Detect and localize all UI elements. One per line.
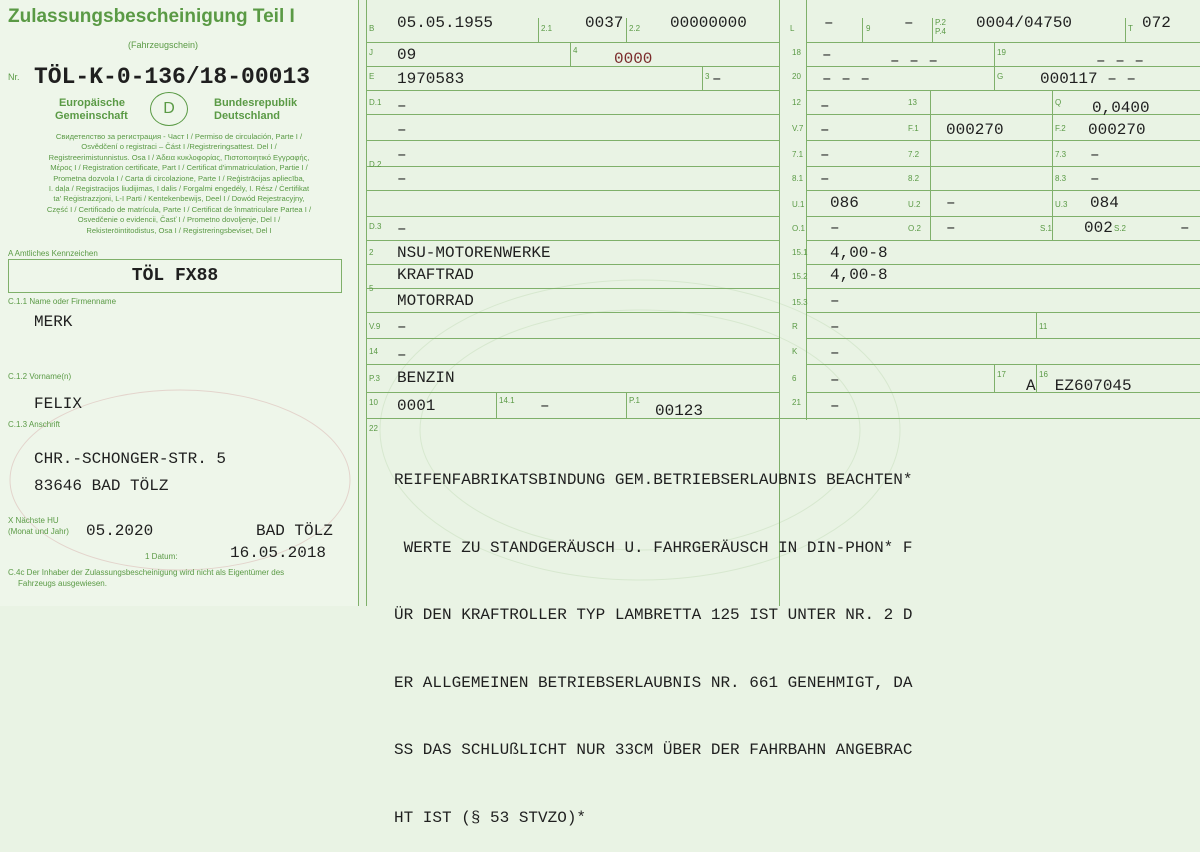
eu-line-2: Gemeinschaft <box>55 110 128 122</box>
rule <box>366 338 779 339</box>
code-s1: S.1 <box>1040 224 1053 233</box>
hu-sublabel: (Monat und Jahr) <box>8 527 69 536</box>
code-22: 22 <box>369 424 378 433</box>
color: – <box>830 318 840 336</box>
divider <box>496 392 497 418</box>
emission-code: 0001 <box>397 397 436 415</box>
check-digit: – <box>712 70 722 88</box>
divider <box>626 392 627 418</box>
code-u3: U.3 <box>1055 200 1068 209</box>
code-21: 21 <box>792 398 801 407</box>
code-o1: O.1 <box>792 224 805 233</box>
br-line-2: Deutschland <box>214 110 281 122</box>
rule <box>366 140 779 141</box>
multilang-line: ta' Reġistrazzjoni, L-I Parti / Kentekenbewijs, Deel I / Dowód Rejestracyjny, <box>53 194 305 204</box>
rule <box>366 264 779 265</box>
country-code: D <box>163 100 175 117</box>
approval-number: A EZ607045 <box>1026 377 1132 395</box>
tire-axle-3: – <box>830 292 840 310</box>
type-approval: – <box>830 344 840 362</box>
rule <box>366 288 779 289</box>
c4c-note-1: C.4c Der Inhaber der Zulassungsbescheinigung wird nicht als Eigentümer des <box>8 568 285 577</box>
code-u1: U.1 <box>792 200 805 209</box>
left-divider <box>358 0 359 606</box>
remarks-line: WERTE ZU STANDGERÄUSCH U. FAHRGERÄUSCH IN DIN-PHON* F <box>394 538 913 557</box>
remarks-line: HT IST (§ 53 STVZO)* <box>394 808 587 827</box>
tank-volume: – <box>820 97 830 115</box>
rule <box>366 90 779 91</box>
axle-permit-1: – <box>820 170 830 188</box>
rule <box>806 216 1200 217</box>
noise-rpm: – <box>946 194 956 212</box>
length: – <box>822 46 832 64</box>
document-number: TÖL-K-0-136/18-00013 <box>34 64 311 90</box>
vin: 1970583 <box>397 70 465 88</box>
multilang-line: Registreerimistunnistus. Osa I / Άδεια κυκλοφορίας, Πιστοποιητικό Εγγραφής, <box>48 152 310 162</box>
code-8-1: 8.1 <box>792 174 804 183</box>
c4c-note-2: Fahrzeugs ausgewiesen. <box>18 579 107 588</box>
code-9: 9 <box>866 24 871 33</box>
c11-label: C.1.1 Name oder Firmenname <box>8 297 117 306</box>
height: – – – <box>822 70 871 88</box>
type-key: 00000000 <box>670 14 747 32</box>
code-7-3: 7.3 <box>1055 150 1067 159</box>
code-20: 20 <box>792 72 801 81</box>
multilang-line: Część I / Certificado de matrícula, Parte I / Certificat de înmatriculare Partea I / <box>46 204 312 214</box>
code-f1: F.1 <box>908 124 919 133</box>
axle-load-1: – <box>820 146 830 164</box>
code-v9: V.9 <box>369 322 381 331</box>
rule <box>806 140 1200 141</box>
fuel-type: BENZIN <box>397 369 455 387</box>
right-left-border <box>806 0 807 420</box>
code-o2: O.2 <box>908 224 921 233</box>
holder-name: MERK <box>34 313 73 331</box>
drive-axles: – <box>904 14 914 32</box>
plate-box <box>8 259 342 293</box>
divider <box>930 90 931 240</box>
code-18: 18 <box>792 48 801 57</box>
commercial-name: – <box>397 220 407 238</box>
code-10: 10 <box>369 398 378 407</box>
code-s2: S.2 <box>1114 224 1127 233</box>
code-d1: D.1 <box>369 98 382 107</box>
code-q: Q <box>1055 98 1062 107</box>
rule <box>806 42 1200 43</box>
c13-label: C.1.3 Anschrift <box>8 420 61 429</box>
multilang-block <box>0 132 358 236</box>
divider <box>1036 312 1037 338</box>
code-l: L <box>790 24 795 33</box>
rule <box>806 264 1200 265</box>
code-14: 14 <box>369 347 378 356</box>
code-p4: P.4 <box>935 27 946 36</box>
divider <box>1052 90 1053 240</box>
emission-key: – <box>397 346 407 364</box>
code-15-2: 15.2 <box>792 272 808 281</box>
trailer-braked: – <box>830 219 840 237</box>
power-rpm: 0004/04750 <box>976 14 1073 32</box>
divider <box>702 66 703 90</box>
code-15-3: 15.3 <box>792 298 808 307</box>
code-f2: F.2 <box>1055 124 1066 133</box>
code-2-1: 2.1 <box>541 24 553 33</box>
divider <box>538 18 539 42</box>
rule <box>366 216 779 217</box>
brand-2: – <box>397 121 407 139</box>
code-p2: P.2 <box>935 18 946 27</box>
divider <box>932 18 933 42</box>
date-label: 1 Datum: <box>145 552 178 561</box>
date-k: – <box>830 371 840 389</box>
code-19: 19 <box>997 48 1006 57</box>
rule <box>366 190 779 191</box>
rule <box>366 166 779 167</box>
code-2-2: 2.2 <box>629 24 641 33</box>
rule <box>366 66 779 67</box>
divider <box>994 66 995 90</box>
multilang-line: Osvědčení o registraci – Část I /Registreringsattest. Del I / <box>81 142 277 152</box>
code-12: 12 <box>792 98 801 107</box>
divider <box>994 42 995 66</box>
length-ext: – – – <box>890 52 939 70</box>
code-17: 17 <box>997 370 1006 379</box>
divider <box>570 42 571 66</box>
document-title: Zulassungsbescheinigung Teil I <box>8 6 295 27</box>
code-13: 13 <box>908 98 917 107</box>
co2: – <box>820 121 830 139</box>
hu-label: X Nächste HU <box>8 516 59 525</box>
remarks-line: ÜR DEN KRAFTROLLER TYP LAMBRETTA 125 IST UNTER NR. 2 D <box>394 606 913 624</box>
holder-city: 83646 BAD TÖLZ <box>34 477 169 495</box>
manufacturer-key: 0037 <box>585 14 624 32</box>
code-p2-p4 <box>935 18 946 36</box>
code-d3: D.3 <box>369 222 382 231</box>
multilang-line: Prometna dozvola I / Carta di circolazione, Parte I / Reģistrācijas apliecība, <box>53 173 305 183</box>
code-p3: P.3 <box>369 374 380 383</box>
code-16: 16 <box>1039 370 1048 379</box>
code-b: B <box>369 24 375 33</box>
code-v7: V.7 <box>792 124 804 133</box>
tire-axle-1: 4,00-8 <box>830 244 888 262</box>
vehicle-category: KRAFTRAD <box>397 266 474 284</box>
code-8-2: 8.2 <box>908 174 920 183</box>
code-k: K <box>792 347 798 356</box>
code-p1: P.1 <box>629 396 640 405</box>
width: – – – <box>1096 52 1145 70</box>
nr-label: Nr. <box>8 72 20 82</box>
body-description: MOTORRAD <box>397 292 474 310</box>
axle-load-3: – <box>1090 146 1100 164</box>
trailer-unbraked: – <box>946 219 956 237</box>
holder-street: CHR.-SCHONGER-STR. 5 <box>34 450 227 468</box>
rule <box>806 364 1200 365</box>
code-8-3: 8.3 <box>1055 174 1067 183</box>
rule <box>806 240 1200 241</box>
rule <box>366 240 779 241</box>
code-15-1: 15.1 <box>792 248 808 257</box>
rule <box>806 166 1200 167</box>
rule <box>806 90 1200 91</box>
rule <box>366 42 779 43</box>
holder-firstname: FELIX <box>34 395 83 413</box>
rule <box>366 364 779 365</box>
body-type: 0000 <box>614 50 653 68</box>
code-e: E <box>369 72 375 81</box>
divider <box>994 364 995 392</box>
remarks-line: ER ALLGEMEINEN BETRIEBSERLAUBNIS NR. 661 GENEHMIGT, DA <box>394 673 913 692</box>
document-subtitle: (Fahrzeugschein) <box>128 40 199 50</box>
remarks-line: REIFENFABRIKATSBINDUNG GEM.BETRIEBSERLAUBNIS BEACHTEN* <box>394 471 913 489</box>
issue-place: BAD TÖLZ <box>256 522 333 540</box>
code-3: 3 <box>705 72 710 81</box>
br-line-1: Bundesrepublik <box>214 97 298 109</box>
code-t: T <box>1128 24 1133 33</box>
code-6: 6 <box>792 374 797 383</box>
code-2: 2 <box>369 248 374 257</box>
code-4: 4 <box>573 46 578 55</box>
rule <box>366 312 779 313</box>
next-inspection: 05.2020 <box>86 522 154 540</box>
misc-21: – <box>830 397 840 415</box>
national-emission-class: – <box>540 397 550 415</box>
displacement: 00123 <box>655 402 704 420</box>
license-plate: TÖL FX88 <box>131 266 219 286</box>
manufacturer: NSU-MOTORENWERKE <box>397 244 551 262</box>
rule <box>366 418 1200 419</box>
rule <box>806 190 1200 191</box>
max-speed: 072 <box>1142 14 1171 32</box>
eu-label <box>55 97 128 123</box>
divider <box>626 18 627 42</box>
remarks-line: SS DAS SCHLUßLICHT NUR 33CM ÜBER DER FAHRBAHN ANGEBRAC <box>394 741 913 759</box>
c12-label: C.1.2 Vorname(n) <box>8 372 72 381</box>
stationary-noise: 086 <box>830 194 859 212</box>
code-14-1: 14.1 <box>499 396 515 405</box>
issue-date: 16.05.2018 <box>230 544 327 562</box>
code-5: 5 <box>369 284 374 293</box>
vehicle-class: 09 <box>397 46 417 64</box>
code-7-1: 7.1 <box>792 150 804 159</box>
a-label: A Amtliches Kennzeichen <box>8 249 98 258</box>
rule <box>806 288 1200 289</box>
rule <box>806 392 1200 393</box>
multilang-line: Rekisteröintitodistus, Osa I / Registreringsbeviset, Del I <box>86 225 272 235</box>
rule <box>806 338 1200 339</box>
rule <box>366 114 779 115</box>
rule <box>366 392 779 393</box>
brand: – <box>397 97 407 115</box>
br-label <box>214 97 297 123</box>
code-r: R <box>792 322 798 331</box>
max-mass: 000270 <box>946 121 1004 139</box>
empty-mass: 000117 – – <box>1040 70 1137 88</box>
code-u2: U.2 <box>908 200 921 209</box>
axle-permit-3: – <box>1090 170 1100 188</box>
type-variant-2: – <box>397 170 407 188</box>
divider <box>862 18 863 42</box>
seats: 002 <box>1084 219 1113 237</box>
code-d2: D.2 <box>369 160 382 169</box>
driving-noise: 084 <box>1090 194 1119 212</box>
axles: – <box>824 14 834 32</box>
code-j: J <box>369 48 373 57</box>
tire-axle-2: 4,00-8 <box>830 266 888 284</box>
multilang-line: I. daļa / Registracijos liudijimas, I dalis / Forgalmi engedély, I. Rész / Ċertifikat <box>48 184 310 194</box>
divider <box>1125 18 1126 42</box>
emission-class: – <box>397 318 407 336</box>
code-g: G <box>997 72 1004 81</box>
permitted-mass: 000270 <box>1088 121 1146 139</box>
country-oval <box>150 92 188 126</box>
multilang-line: Osvedčenie o evidencii, Časť I / Prometno dovoljenje, Del I / <box>77 215 281 225</box>
multilang-line: Свидетелство за регистрация - Част I / Permiso de circulación, Parte I / <box>55 132 303 141</box>
code-11: 11 <box>1039 322 1048 331</box>
type-variant: – <box>397 146 407 164</box>
rule <box>806 312 1200 313</box>
eu-line-1: Europäische <box>58 97 125 109</box>
multilang-line: Μέρος I / Registration certificate, Part I / Certificat d'immatriculation, Partie I / <box>50 163 308 173</box>
standing-places: – <box>1180 219 1190 237</box>
power-weight-ratio: 0,0400 <box>1092 99 1150 117</box>
first-registration-date: 05.05.1955 <box>397 14 494 32</box>
remarks-block <box>394 424 912 852</box>
code-7-2: 7.2 <box>908 150 920 159</box>
